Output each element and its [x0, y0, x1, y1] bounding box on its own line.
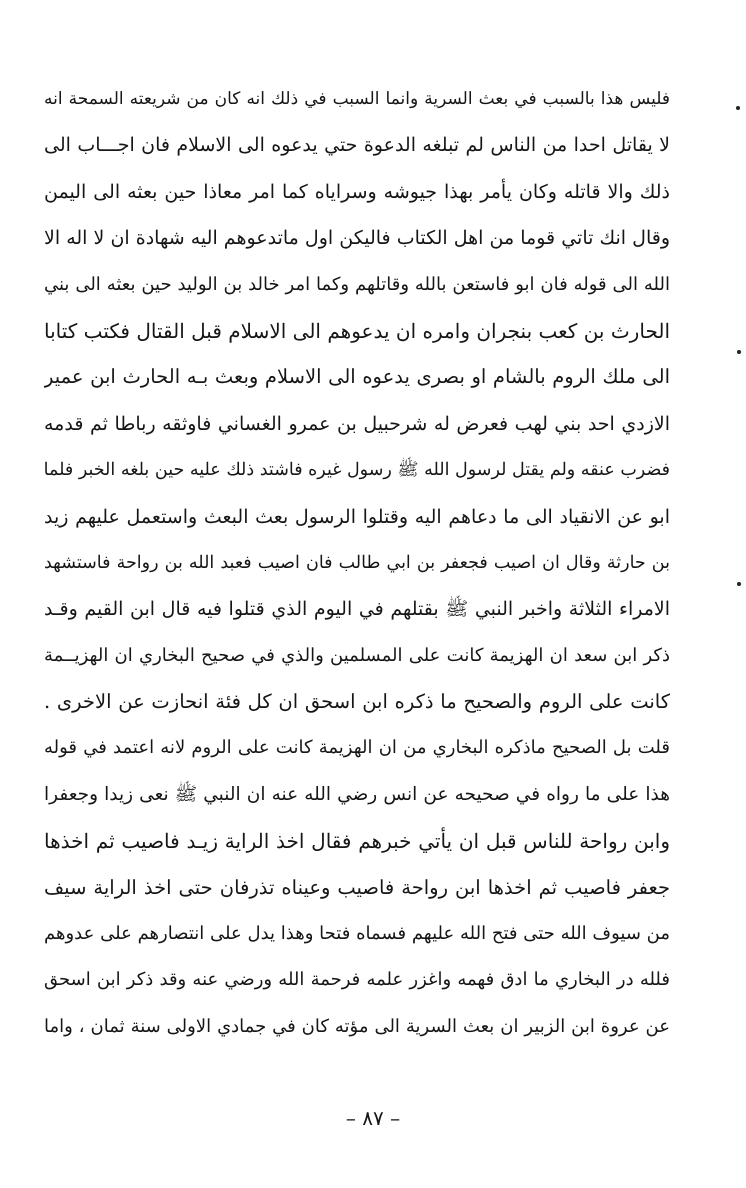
text-line: ذلك والا قاتله وكان يأمر بهذا جيوشه وسراياه كما امر معاذا حين بعثه الى اليمن — [44, 180, 670, 203]
text-line: فضرب عنقه ولم يقتل لرسول الله ﷺ رسول غيره فاشتد ذلك عليه حين بلغه الخبر فلما — [44, 460, 670, 481]
text-line: الازدي احد بني لهب فعرض له شرحبيل بن عمرو الغساني فاوثقه رباطا ثم قدمه — [44, 412, 670, 435]
text-line: الله الى قوله فان ابو فاستعن بالله وقاتلهم وكما امر خالد بن الوليد حين بعثه الى بني — [44, 273, 670, 295]
text-line: الحارث بن كعب بنجران وامره ان يدعوهم الى الاسلام قبل القتال فكتب كتابا — [44, 318, 670, 343]
page-number: – ٨٧ – — [345, 1106, 401, 1130]
text-line: قلت بل الصحيح ماذكره البخاري من ان الهزيمة كانت على الروم لانه اعتمد في قوله — [44, 737, 670, 759]
text-line: ذكر ابن سعد ان الهزيمة كانت على المسلمين والذي في صحيح البخاري ان الهزيــمة — [44, 644, 670, 666]
text-line: هذا على ما رواه في صحيحه عن انس رضي الله عنه ان النبي ﷺ نعى زيدا وجعفرا — [44, 783, 670, 805]
text-line: وقال انك تاتي قوما من اهل الكتاب فاليكن اول ماتدعوهم اليه شهادة ان لا اله الا — [44, 227, 670, 250]
text-line: فليس هذا بالسبب في بعث السرية وانما السبب في ذلك انه كان من شريعته السمحة انه — [44, 89, 670, 109]
text-line: عن عروة ابن الزبير ان بعث السرية الى مؤته كان في جمادي الاولى سنة ثمان ، واما — [44, 1015, 670, 1037]
text-line: الى ملك الروم بالشام او بصرى يدعوه الى الاسلام وبعث بـه الحارث ابن عمير — [44, 365, 670, 389]
text-line: وابن رواحة للناس قبل ان يأتي خبرهم فقال اخذ الراية زيـد فاصيب ثم اخذها — [44, 829, 670, 854]
margin-speck — [737, 350, 741, 354]
text-line: الامراء الثلاثة واخبر النبي ﷺ بقتلهم في اليوم الذي قتلوا فيه قال ابن القيم وقـد — [44, 598, 670, 621]
text-line: فلله در البخاري ما ادق فهمه واغزر علمه فرحمة الله ورضي عنه وقد ذكر ابن اسحق — [44, 969, 670, 991]
text-line: جعفر فاصيب ثم اخذها ابن رواحة فاصيب وعيناه تذرفان حتى اخذ الراية سيف — [44, 875, 670, 899]
text-line: من سيوف الله حتى فتح الله عليهم فسماه فتحا وهذا يدل على انتصارهم على عدوهم — [44, 923, 670, 945]
body-text — [44, 76, 670, 1050]
text-line: كانت على الروم والصحيح ما ذكره ابن اسحق ان كل فئة انحازت عن الاخرى . — [44, 690, 670, 714]
margin-speck — [737, 582, 741, 586]
text-line: لا يقاتل احدا من الناس لم تبلغه الدعوة حتي يدعوه الى الاسلام فان اجـــاب الى — [44, 134, 670, 157]
text-line: ابو عن الانقياد الى ما دعاهم اليه وقتلوا الرسول بعث البعث واستعمل عليهم زيد — [44, 505, 670, 528]
text-line: بن حارثة وقال ان اصيب فجعفر بن ابي طالب فان اصيب فعبد الله بن رواحة فاستشهد — [44, 552, 670, 573]
margin-speck — [736, 106, 740, 110]
